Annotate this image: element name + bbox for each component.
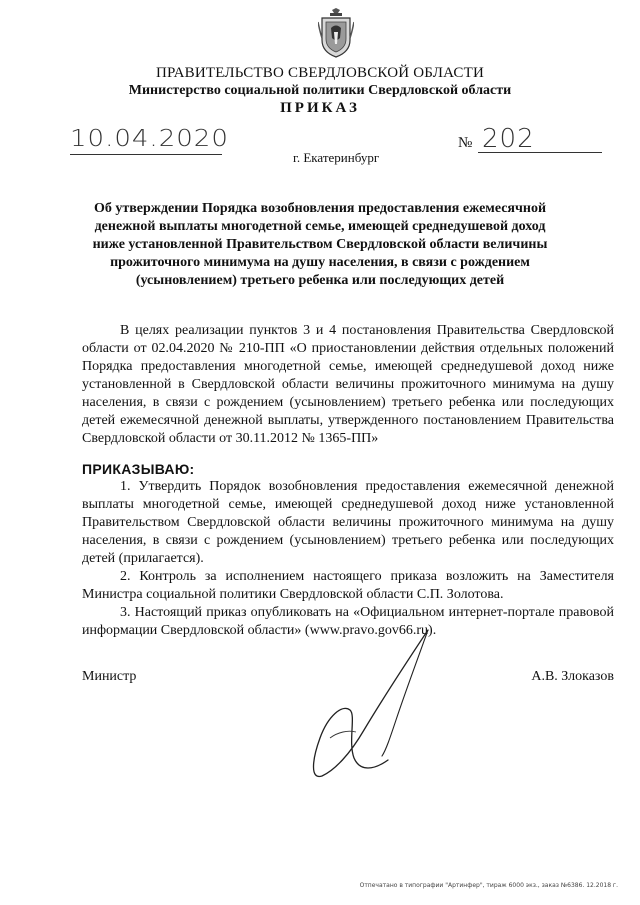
handwritten-signature [290,620,450,790]
ministry-heading: Министерство социальной политики Свердловской области [128,83,512,98]
order-item-3: 3. Настоящий приказ опубликовать на «Официальном интернет-портале правовой информации Свердловской области» (www.pravo.gov66.ru). [82,605,614,638]
number-underline [478,152,602,153]
government-heading: ПРАВИТЕЛЬСТВО СВЕРДЛОВСКОЙ ОБЛАСТИ [155,65,485,81]
handwritten-date: 10.04.2020 [70,125,229,153]
city-label: г. Екатеринбург [293,150,380,165]
order-item-2: 2. Контроль за исполнением настоящего приказа возложить на Заместителя Министра социальной политики Свердловской области С.П. Золотова. [82,569,614,602]
order-word: ПРИКАЗЫВАЮ: [82,461,195,477]
order-item-1: 1. Утвердить Порядок возобновления предоставления ежемесячной денежной выплаты многодетной семье, имеющей среднедушевой доход ниже установленной Правительством Свердловской области величины прожиточного минимума на душу населения, в связи с рождением (усыновлением) третьего ребенка или последующих детей (прилагается). [82,479,614,566]
handwritten-number: 202 [482,124,535,154]
date-underline [70,154,222,155]
document-type: ПРИКАЗ [280,100,360,116]
signatory-position: Министр [82,669,137,684]
print-footer: Отпечатано в типографии "Артинфер", тираж 6000 экз., заказ №6386. 12.2018 г. [359,882,618,889]
intro-paragraph: В целях реализации пунктов 3 и 4 постановления Правительства Свердловской области от 02.04.2020 № 210-ПП «О приостановлении действия отдельных положений Порядка предоставления многодетной семье, имеющей среднедушевой доход ниже установленной в Свердловской области величины прожиточного минимума на душу населения, в связи с рождением (усыновлением) третьего ребенка или последующих детей ежемесячной денежной выплаты, утвержденного постановлением Правительства Свердловской области от 30.11.2012 № 1365-ПП» [82,323,614,446]
number-sign: № [458,135,473,151]
signatory-name: А.В. Злоказов [531,669,614,684]
coat-of-arms-emblem [318,8,354,58]
order-title: Об утверждении Порядка возобновления предоставления ежемесячной денежной выплаты многодетной семье, имеющей среднедушевой доход ниже установленной Правительством Свердловской области величины прожиточного минимума на душу населения, в связи с рождением (усыновлением) третьего ребенка или последующих детей [92,201,548,288]
